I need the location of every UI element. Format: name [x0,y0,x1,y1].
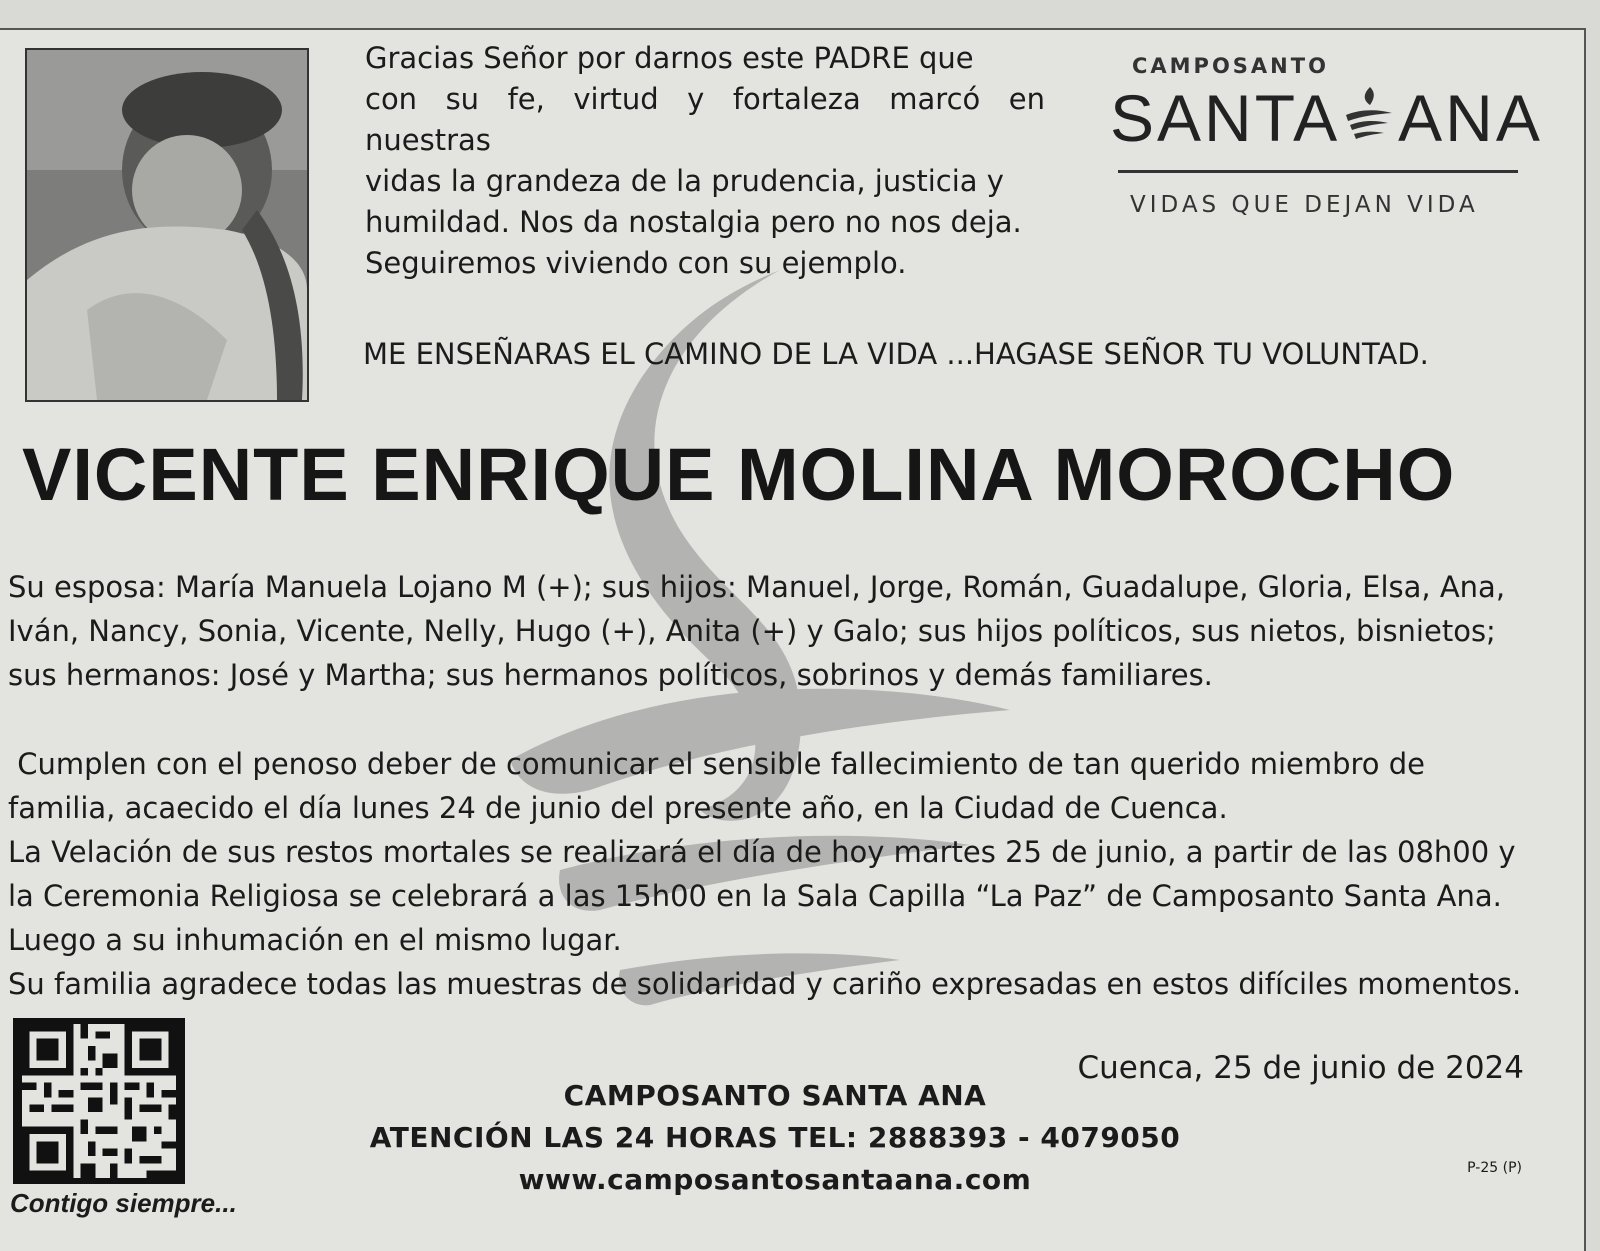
prayer-line: ME ENSEÑARAS EL CAMINO DE LA VIDA ...HAGASE SEÑOR TU VOLUNTAD. [363,337,1429,371]
logo-motto: VIDAS QUE DEJAN VIDA [1130,192,1479,218]
body-line: la Ceremonia Religiosa se celebrará a las 15h00 en la Sala Capilla “La Paz” de Camposanto Santa Ana. [8,879,1502,913]
camposanto-logo [1110,40,1543,218]
dateline: Cuenca, 25 de junio de 2024 [1077,1050,1524,1086]
intro-line: humildad. Nos da nostalgia pero no nos deja. [365,205,1022,239]
logo-wordmark [1110,80,1543,156]
deceased-name: VICENTE ENRIQUE MOLINA MOROCHO [22,433,1456,516]
logo-word-left: SANTA [1110,81,1341,155]
intro-message [365,38,1045,284]
flame-icon [1340,85,1398,145]
ad-code: P-25 (P) [1467,1160,1522,1176]
body-line: Cumplen con el penoso deber de comunicar el sensible fallecimiento de tan querido miembro de [8,747,1425,781]
announcement-paragraph [8,742,1548,1006]
family-paragraph [8,565,1548,697]
body-line: Su familia agradece todas las muestras de solidaridad y cariño expresadas en estos difíciles momentos. [8,967,1522,1001]
footer-company: CAMPOSANTO SANTA ANA [563,1079,987,1112]
body-line: Luego a su inhumación en el mismo lugar. [8,923,622,957]
family-line: Su esposa: María Manuela Lojano M (+); sus hijos: Manuel, Jorge, Román, Guadalupe, Gloria, Elsa, Ana, [8,570,1506,604]
family-line: sus hermanos: José y Martha; sus hermanos políticos, sobrinos y demás familiares. [8,658,1213,692]
intro-line: Gracias Señor por darnos este PADRE que [365,41,974,75]
logo-small-text: CAMPOSANTO [1132,54,1329,78]
logo-divider [1118,170,1518,173]
footer-phone: ATENCIÓN LAS 24 HORAS TEL: 2888393 - 4079050 [369,1121,1181,1154]
obituary-notice [0,28,1586,1251]
body-line: La Velación de sus restos mortales se realizará el día de hoy martes 25 de junio, a partir de las 08h00 y [8,835,1516,869]
intro-line: vidas la grandeza de la prudencia, justicia y [365,164,1004,198]
logo-word-right: ANA [1398,81,1543,155]
qr-code[interactable] [13,1018,185,1184]
family-line: Iván, Nancy, Sonia, Vicente, Nelly, Hugo (+), Anita (+) y Galo; sus hijos políticos, sus nietos, bisnietos; [8,614,1496,648]
intro-line: Seguiremos viviendo con su ejemplo. [365,246,907,280]
slogan: Contigo siempre... [10,1188,237,1218]
intro-line: con su fe, virtud y fortaleza marcó en nuestras [365,82,1045,157]
portrait-photo [25,48,309,402]
body-line: familia, acaecido el día lunes 24 de junio del presente año, en la Ciudad de Cuenca. [8,791,1228,825]
footer-website-link[interactable]: www.camposantosantaana.com [518,1163,1032,1196]
contact-footer [350,1075,1200,1201]
